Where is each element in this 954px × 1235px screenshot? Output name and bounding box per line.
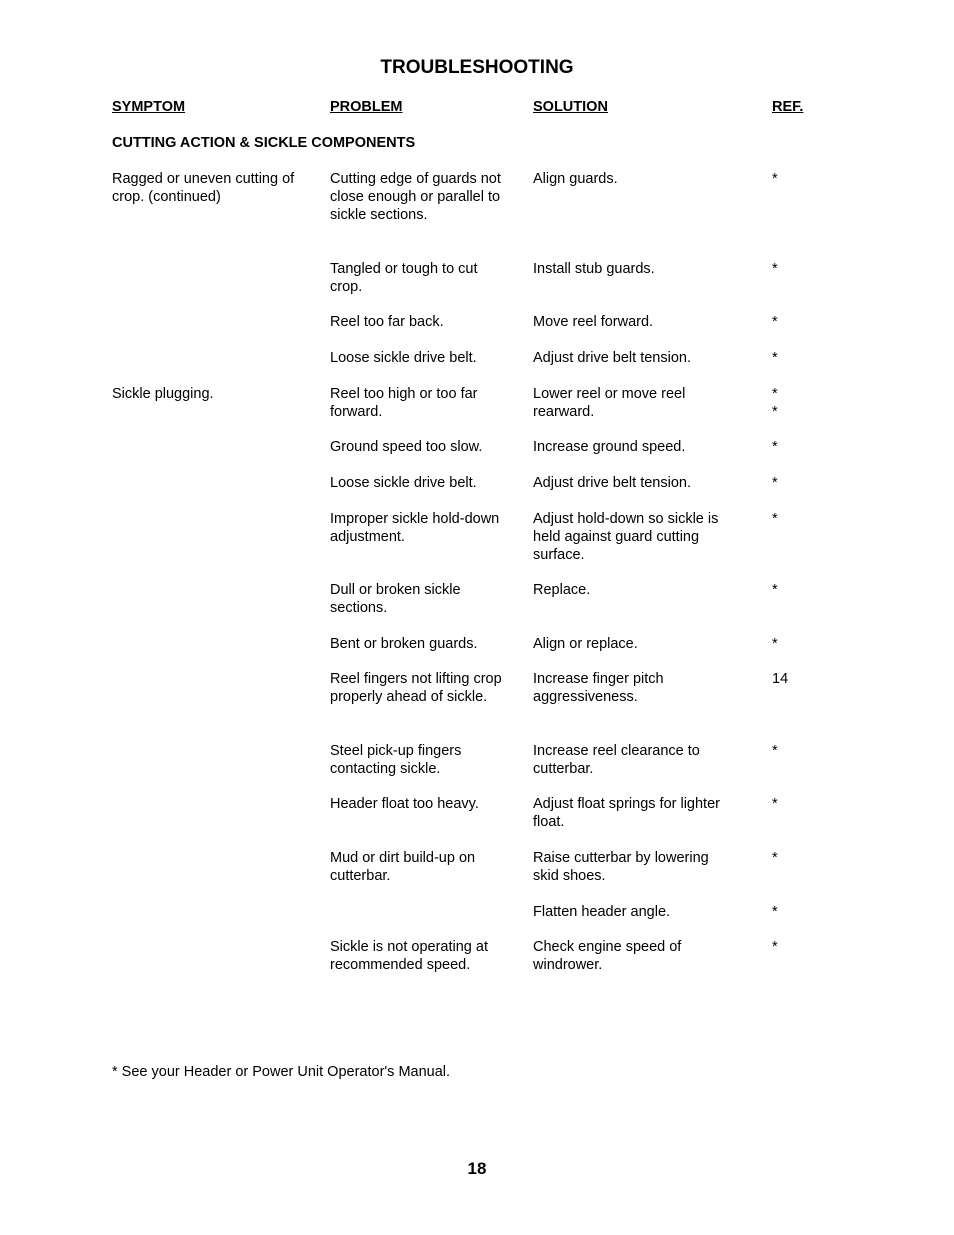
problem-cell: Loose sickle drive belt. [330, 475, 477, 491]
header-ref: REF. [772, 99, 804, 115]
problem-cell: Improper sickle hold-down adjustment. [330, 511, 500, 545]
solution-cell: Adjust hold-down so sickle is held against guard cutting surface. [533, 511, 719, 563]
problem-cell: Sickle is not operating at recommended speed. [330, 939, 488, 973]
page-number: 18 [467, 1159, 487, 1178]
ref-cell: * [772, 261, 778, 277]
problem-cell: Reel too far back. [330, 314, 444, 330]
problem-cell: Reel fingers not lifting crop properly ahead of sickle. [330, 671, 502, 705]
symptom-cell: Ragged or uneven cutting of crop. (continued) [112, 171, 295, 205]
ref-cell: * [772, 475, 778, 491]
solution-cell: Raise cutterbar by lowering skid shoes. [533, 850, 709, 884]
solution-cell: Flatten header angle. [533, 904, 671, 920]
solution-cell: Install stub guards. [533, 261, 655, 277]
ref-cell: * [772, 171, 778, 187]
problem-cell: Bent or broken guards. [330, 636, 478, 652]
problem-cell: Reel too high or too far forward. [330, 386, 478, 420]
solution-cell: Increase finger pitch aggressiveness. [533, 671, 664, 705]
solution-cell: Increase reel clearance to cutterbar. [533, 743, 700, 777]
solution-cell: Lower reel or move reel rearward. [533, 386, 686, 420]
ref-cell: * * [772, 386, 778, 420]
ref-cell: * [772, 314, 778, 330]
ref-cell: * [772, 850, 778, 866]
ref-cell: * [772, 939, 778, 955]
solution-cell: Replace. [533, 582, 591, 598]
problem-cell: Steel pick-up fingers contacting sickle. [330, 743, 462, 777]
symptom-cell: Sickle plugging. [112, 386, 214, 402]
problem-cell: Header float too heavy. [330, 796, 479, 812]
solution-cell: Adjust float springs for lighter float. [533, 796, 720, 830]
ref-cell: 14 [772, 671, 789, 687]
header-problem: PROBLEM [330, 99, 403, 115]
problem-cell: Mud or dirt build-up on cutterbar. [330, 850, 476, 884]
ref-cell: * [772, 582, 778, 598]
section-title: CUTTING ACTION & SICKLE COMPONENTS [112, 135, 416, 151]
solution-cell: Adjust drive belt tension. [533, 350, 691, 366]
problem-cell: Ground speed too slow. [330, 439, 483, 455]
footnote: * See your Header or Power Unit Operator's Manual. [112, 1064, 451, 1080]
problem-cell: Cutting edge of guards not close enough or parallel to sickle sections. [330, 171, 501, 223]
problem-cell: Tangled or tough to cut crop. [330, 261, 478, 295]
ref-cell: * [772, 511, 778, 527]
solution-cell: Align guards. [533, 171, 618, 187]
ref-cell: * [772, 904, 778, 920]
ref-cell: * [772, 636, 778, 652]
ref-cell: * [772, 350, 778, 366]
solution-cell: Align or replace. [533, 636, 638, 652]
header-symptom: SYMPTOM [112, 99, 186, 115]
solution-cell: Move reel forward. [533, 314, 654, 330]
header-solution: SOLUTION [533, 99, 608, 115]
problem-cell: Dull or broken sickle sections. [330, 582, 461, 616]
ref-cell: * [772, 743, 778, 759]
ref-cell: * [772, 796, 778, 812]
ref-cell: * [772, 439, 778, 455]
solution-cell: Check engine speed of windrower. [533, 939, 682, 973]
problem-cell: Loose sickle drive belt. [330, 350, 477, 366]
solution-cell: Adjust drive belt tension. [533, 475, 691, 491]
page-title: TROUBLESHOOTING [380, 57, 574, 78]
solution-cell: Increase ground speed. [533, 439, 686, 455]
